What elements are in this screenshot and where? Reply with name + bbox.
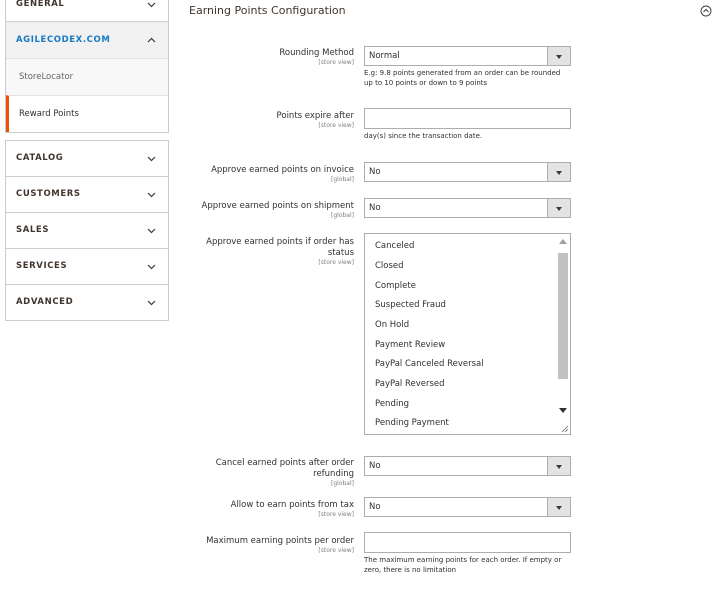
select-value: No xyxy=(369,502,381,512)
scroll-thumb[interactable] xyxy=(558,253,568,379)
sidebar-section-catalog[interactable] xyxy=(5,141,169,177)
scope-label: [store view] xyxy=(318,122,354,129)
sidebar-item-storelocator[interactable]: StoreLocator xyxy=(6,58,168,95)
scope-label: [store view] xyxy=(318,547,354,554)
config-main xyxy=(189,0,719,589)
field-label-text: Approve earned points if order has status xyxy=(206,237,354,258)
field-label xyxy=(184,165,354,184)
rounding-method-select[interactable] xyxy=(364,46,571,66)
scope-label: [global] xyxy=(331,176,354,183)
field-label-text: Approve earned points on shipment xyxy=(201,201,354,211)
field-label-text: Maximum earning points per order xyxy=(206,536,354,546)
field-label-text: Rounding Method xyxy=(279,48,354,58)
field-note: The maximum earning points for each order. If empty or zero, there is no limitation xyxy=(364,556,562,574)
dropdown-arrow-icon xyxy=(547,457,570,475)
field-note: E.g: 9.8 points generated from an order can be rounded up to 10 points or down to 9 points xyxy=(364,69,561,87)
approve-shipment-select[interactable] xyxy=(364,198,571,218)
status-option[interactable]: On Hold xyxy=(375,320,410,330)
approve-invoice-select[interactable] xyxy=(364,162,571,182)
multiselect-scrollbar[interactable] xyxy=(557,236,568,416)
chevron-down-icon xyxy=(147,190,156,199)
select-value: Normal xyxy=(369,51,400,61)
sidebar-section-label: GENERAL xyxy=(16,0,65,9)
sidebar-section-general[interactable] xyxy=(5,0,169,22)
points-expire-input[interactable] xyxy=(364,108,571,129)
scope-label: [store view] xyxy=(318,511,354,518)
field-label xyxy=(184,201,354,220)
status-option[interactable]: Complete xyxy=(375,281,416,291)
status-option[interactable]: Pending Payment xyxy=(375,418,449,428)
field-label xyxy=(184,48,354,67)
max-earning-points-input[interactable] xyxy=(364,532,571,553)
field-label-text: Allow to earn points from tax xyxy=(230,500,354,510)
sidebar-item-reward-points[interactable]: Reward Points xyxy=(6,95,168,132)
select-value: No xyxy=(369,167,381,177)
config-sidebar xyxy=(5,0,169,321)
dropdown-arrow-icon xyxy=(547,47,570,65)
cancel-refund-select[interactable] xyxy=(364,456,571,476)
field-label xyxy=(184,111,354,130)
status-option[interactable]: PayPal Reversed xyxy=(375,379,445,389)
sidebar-section-label: SERVICES xyxy=(16,261,68,271)
collapse-icon[interactable] xyxy=(700,5,712,17)
field-label-text: Points expire after xyxy=(276,111,354,121)
sidebar-section-label: AGILECODEX.COM xyxy=(16,35,111,45)
field-label-text: Approve earned points on invoice xyxy=(211,165,354,175)
status-option[interactable]: Pending xyxy=(375,399,409,409)
dropdown-arrow-icon xyxy=(547,199,570,217)
field-label xyxy=(184,536,354,555)
chevron-down-icon xyxy=(147,0,156,9)
order-status-multiselect[interactable] xyxy=(364,233,571,435)
field-label xyxy=(184,500,354,519)
status-option[interactable]: Closed xyxy=(375,261,404,271)
sidebar-section-label: CUSTOMERS xyxy=(16,189,81,199)
scroll-up-icon[interactable] xyxy=(559,239,567,244)
earn-from-tax-select[interactable] xyxy=(364,497,571,517)
status-option[interactable]: Suspected Fraud xyxy=(375,300,446,310)
field-label xyxy=(184,237,354,267)
sidebar-section-sales[interactable] xyxy=(5,213,169,249)
dropdown-arrow-icon xyxy=(547,498,570,516)
field-note: day(s) since the transaction date. xyxy=(364,132,483,140)
dropdown-arrow-icon xyxy=(547,163,570,181)
sidebar-section-label: ADVANCED xyxy=(16,297,74,307)
select-value: No xyxy=(369,203,381,213)
resize-grip-icon[interactable] xyxy=(561,425,569,433)
chevron-down-icon xyxy=(147,262,156,271)
field-label-text: Cancel earned points after order refunding xyxy=(215,458,354,479)
scope-label: [store view] xyxy=(318,259,354,266)
sidebar-section-label: CATALOG xyxy=(16,153,64,163)
sidebar-section-customers[interactable] xyxy=(5,177,169,213)
sidebar-section-agilecodex[interactable] xyxy=(5,22,169,133)
scope-label: [store view] xyxy=(318,59,354,66)
scope-label: [global] xyxy=(331,212,354,219)
section-title[interactable]: Earning Points Configuration xyxy=(189,4,346,17)
sidebar-section-label: SALES xyxy=(16,225,50,235)
sidebar-section-advanced[interactable] xyxy=(5,285,169,321)
chevron-down-icon xyxy=(147,298,156,307)
sidebar-section-services[interactable] xyxy=(5,249,169,285)
chevron-down-icon xyxy=(147,154,156,163)
field-label xyxy=(184,458,354,488)
chevron-up-icon xyxy=(147,36,156,45)
status-option[interactable]: Payment Review xyxy=(375,340,446,350)
chevron-down-icon xyxy=(147,226,156,235)
status-option[interactable]: Canceled xyxy=(375,241,415,251)
scope-label: [global] xyxy=(331,480,354,487)
status-option[interactable]: PayPal Canceled Reversal xyxy=(375,359,484,369)
scroll-down-icon[interactable] xyxy=(559,408,567,413)
select-value: No xyxy=(369,461,381,471)
